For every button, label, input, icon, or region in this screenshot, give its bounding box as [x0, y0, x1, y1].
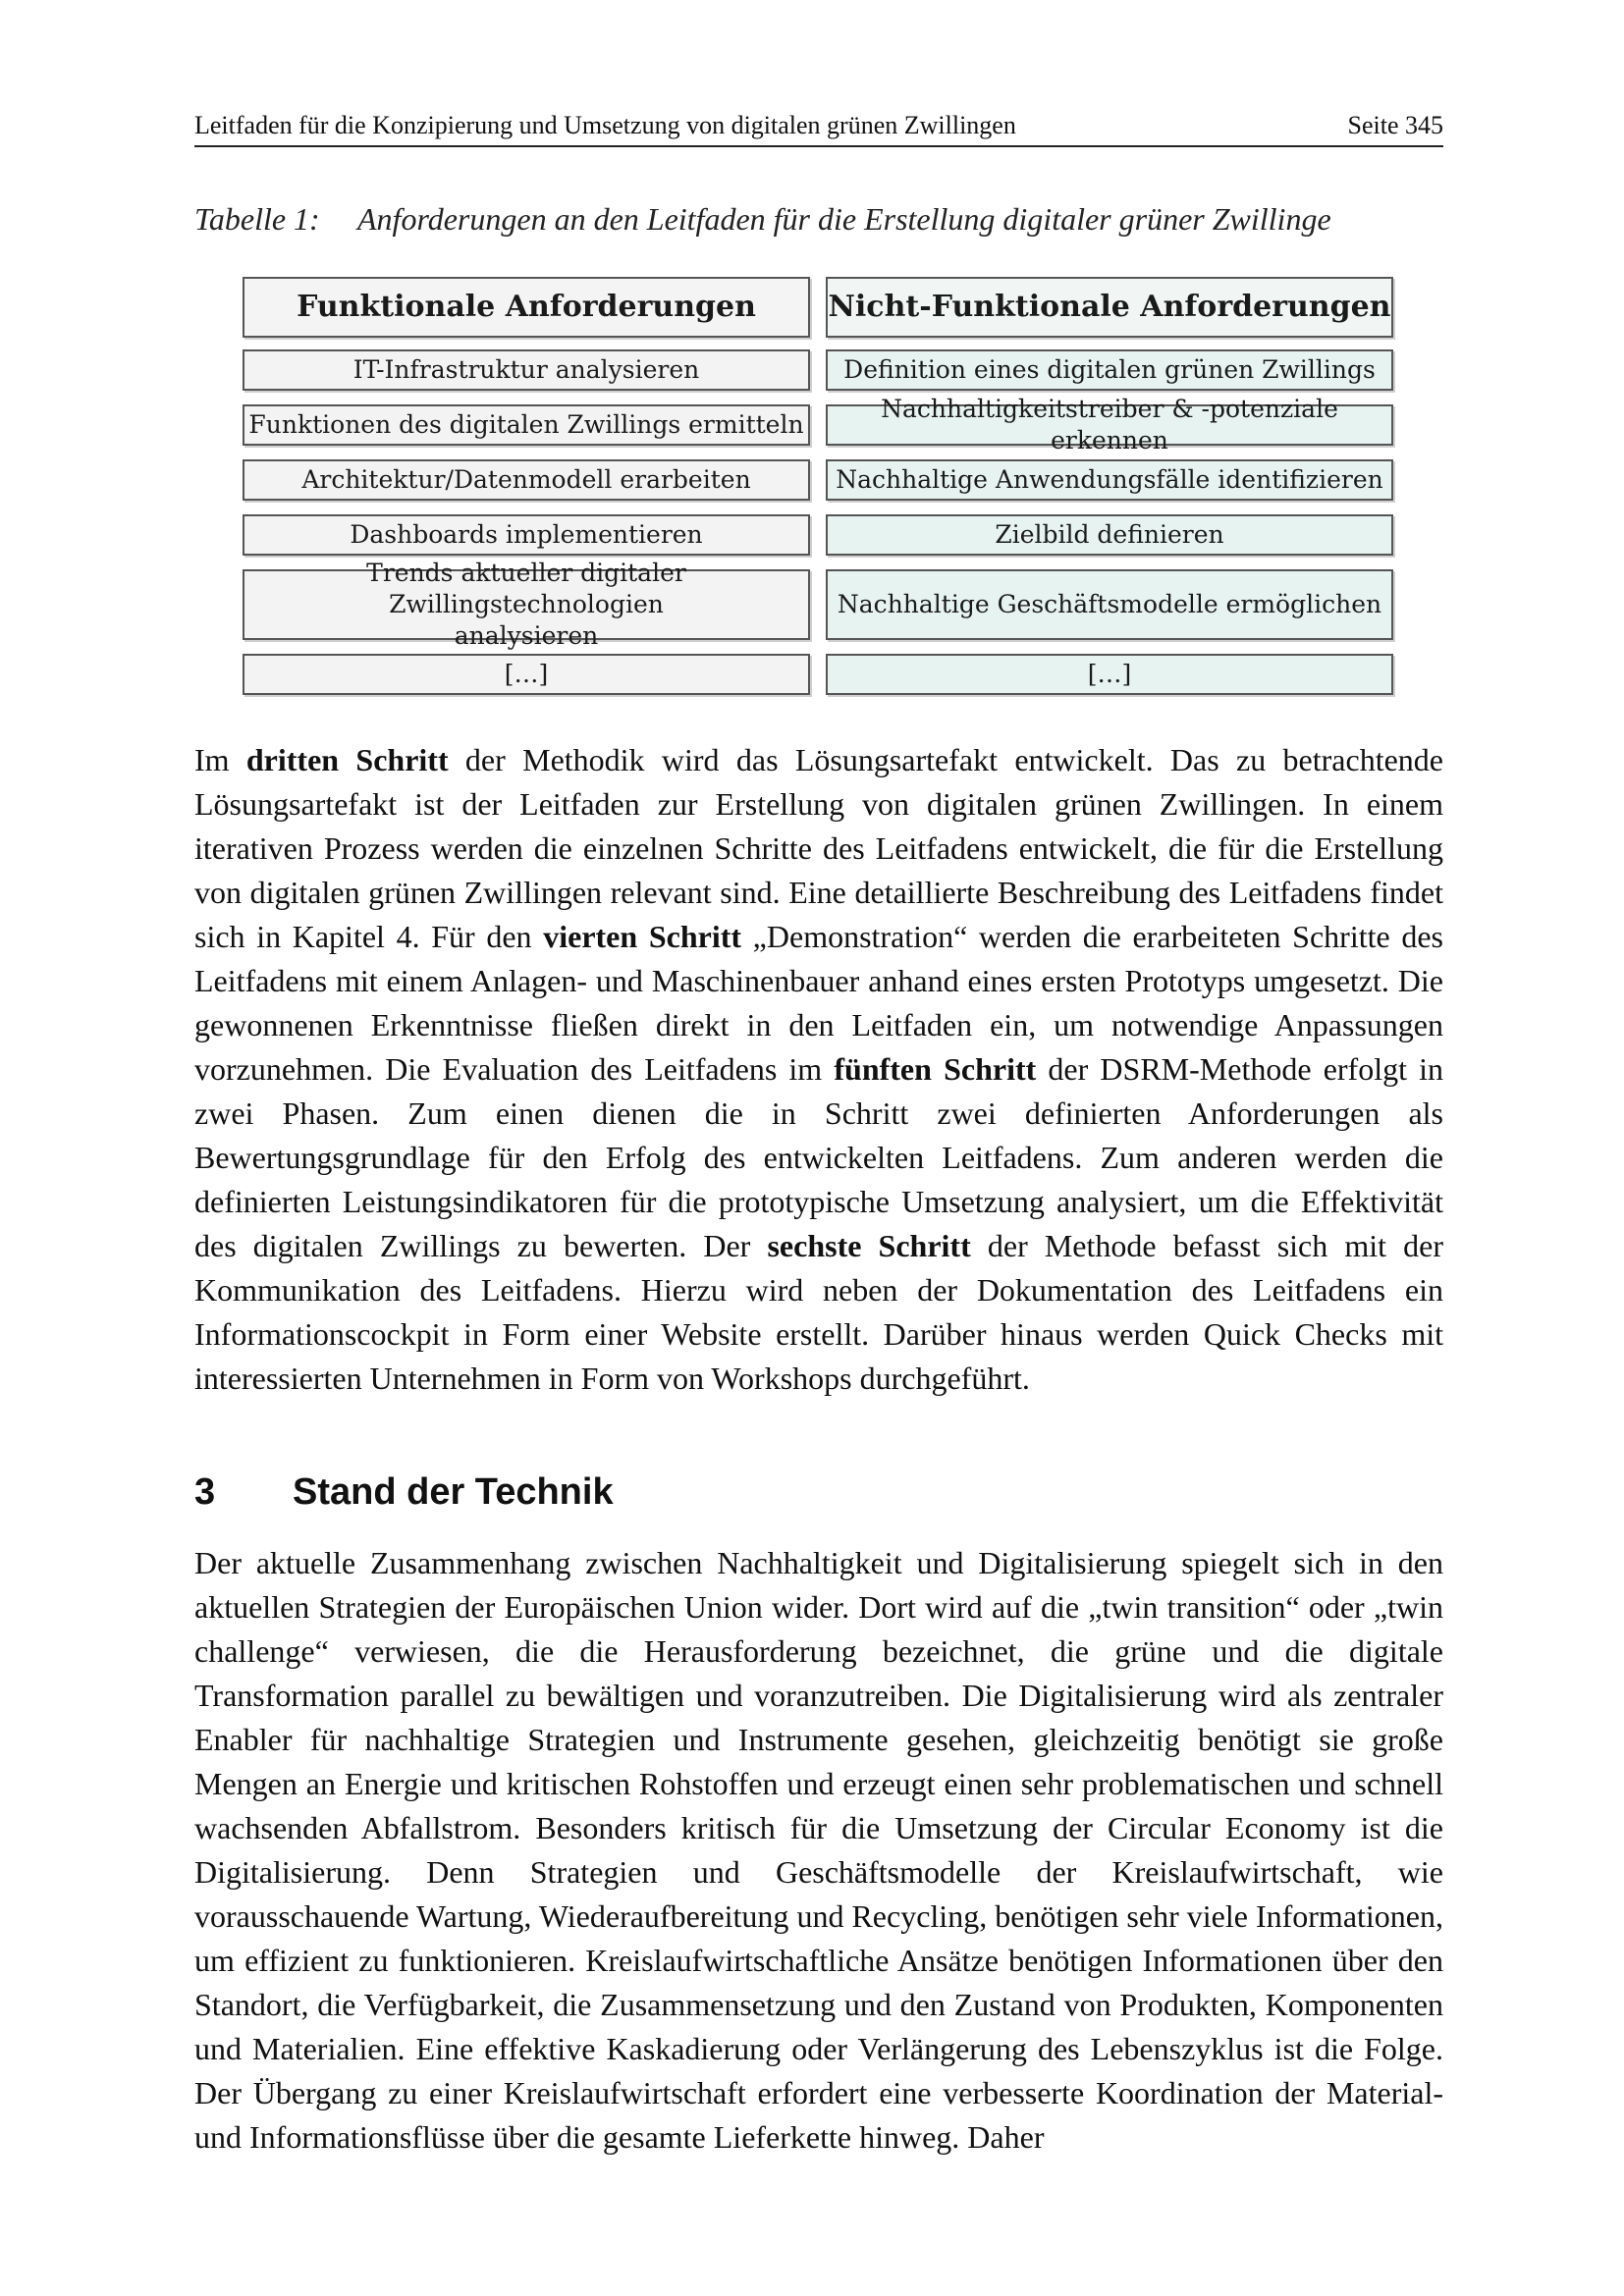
non-functional-item: Nachhaltigkeitstreiber & -potenziale erkennen: [826, 404, 1393, 446]
functional-item: Dashboards implementieren: [243, 514, 810, 556]
non-functional-item: Nachhaltige Anwendungsfälle identifizieren: [826, 459, 1393, 501]
text-run: Im: [194, 742, 246, 777]
non-functional-item: Nachhaltige Geschäftsmodelle ermöglichen: [826, 569, 1393, 640]
section-heading: [194, 1469, 614, 1515]
text-run: „Demonstration“ werden die erarbeiteten Schritte des Leitfadens mit einem Anlagen- und Maschinenbauer anhand eines ersten Prototyps umgesetzt. Die gewonnenen Erkenntnisse fließen direkt in den Leitfaden ein, um notwendige Anpassungen vorzunehmen. Die Evaluation des Leitfadens im: [194, 919, 1444, 1087]
header-title: Leitfaden für die Konzipierung und Umsetzung von digitalen grünen Zwillingen: [194, 111, 1016, 139]
non-functional-item: […]: [826, 654, 1393, 695]
table-caption: [194, 198, 1443, 240]
functional-heading: Funktionale Anforderungen: [243, 277, 810, 338]
functional-item: Funktionen des digitalen Zwillings ermitteln: [243, 404, 810, 446]
text-run: der Methode befasst sich mit der Kommunikation des Leitfadens. Hierzu wird neben der Dokumentation des Leitfadens ein Informationscockpit in Form einer Website erstellt. Darüber hinaus werden Quick Checks mit interessierten Unternehmen in Form von Workshops durchgeführt.: [194, 1228, 1444, 1396]
non-functional-item: Definition eines digitalen grünen Zwillings: [826, 349, 1393, 391]
caption-text: Anforderungen an den Leitfaden für die Erstellung digitaler grüner Zwillinge: [357, 201, 1331, 237]
non-functional-heading: Nicht-Funktionale Anforderungen: [826, 277, 1393, 338]
functional-item: Architektur/Datenmodell erarbeiten: [243, 459, 810, 501]
bold-run: dritten Schritt: [245, 742, 449, 777]
functional-item: Trends aktueller digitaler Zwillingstechnologien analysieren: [243, 569, 810, 640]
caption-number: Tabelle 1:: [194, 201, 320, 237]
bold-run: fünften Schritt: [834, 1051, 1037, 1087]
text-run: der DSRM-Methode erfolgt in zwei Phasen. Zum einen dienen die in Schritt zwei definierten Anforderungen als Bewertungsgrundlage für den Erfolg des entwickelten Leitfadens. Zum anderen werden die definierten Leistungsindikatoren für die prototypische Umsetzung analysiert, um die Effektivität des digitalen Zwillings zu bewerten. Der: [194, 1051, 1444, 1263]
non-functional-item: Zielbild definieren: [826, 514, 1393, 556]
text-run: der Methodik wird das Lösungsartefakt entwickelt. Das zu betrachtende Lösungsartefakt ist der Leitfaden zur Erstellung von digitalen grünen Zwillingen. In einem iterativen Prozess werden die einzelnen Schritte des Leitfadens entwickelt, die für die Erstellung von digitalen grünen Zwillingen relevant sind. Eine detaillierte Beschreibung des Leitfadens findet sich in Kapitel 4. Für den: [194, 742, 1444, 954]
bold-run: vierten Schritt: [543, 919, 742, 954]
body-paragraph: Der aktuelle Zusammenhang zwischen Nachhaltigkeit und Digitalisierung spiegelt sich in den aktuellen Strategien der Europäischen Union wider. Dort wird auf die „twin transition“ oder „twin challenge“ verwiesen, die die Herausforderung bezeichnet, die grüne und die digitale Transformation parallel zu bewältigen und voranzutreiben. Die Digitalisierung wird als zentraler Enabler für nachhaltige Strategien und Instrumente gesehen, gleichzeitig benötigt sie große Mengen an Energie und kritischen Rohstoffen und erzeugt einen sehr problematischen und schnell wachsenden Abfallstrom. Besonders kritisch für die Umsetzung der Circular Economy ist die Digitalisierung. Denn Strategien und Geschäftsmodelle der Kreislaufwirtschaft, wie vorausschauende Wartung, Wiederaufbereitung und Recycling, benötigen sehr viele Informationen, um effizient zu funktionieren. Kreislaufwirtschaftliche Ansätze benötigen Informationen über den Standort, die Verfügbarkeit, die Zusammensetzung und den Zustand von Produkten, Komponenten und Materialien. Eine effektive Kaskadierung oder Verlängerung des Lebenszyklus ist die Folge. Der Übergang zu einer Kreislaufwirtschaft erfordert eine verbesserte Koordination der Material- und Informationsflüsse über die gesamte Lieferkette hinweg. Daher: [194, 1545, 1443, 2155]
page-number: Seite 345: [1347, 111, 1443, 139]
functional-item: IT-Infrastruktur analysieren: [243, 349, 810, 391]
body-paragraph: [194, 738, 1443, 1401]
section-number: 3: [194, 1471, 216, 1513]
section-title: Stand der Technik: [293, 1471, 614, 1513]
functional-item: […]: [243, 654, 810, 695]
bold-run: sechste Schritt: [767, 1228, 971, 1263]
running-header: [194, 110, 1443, 147]
